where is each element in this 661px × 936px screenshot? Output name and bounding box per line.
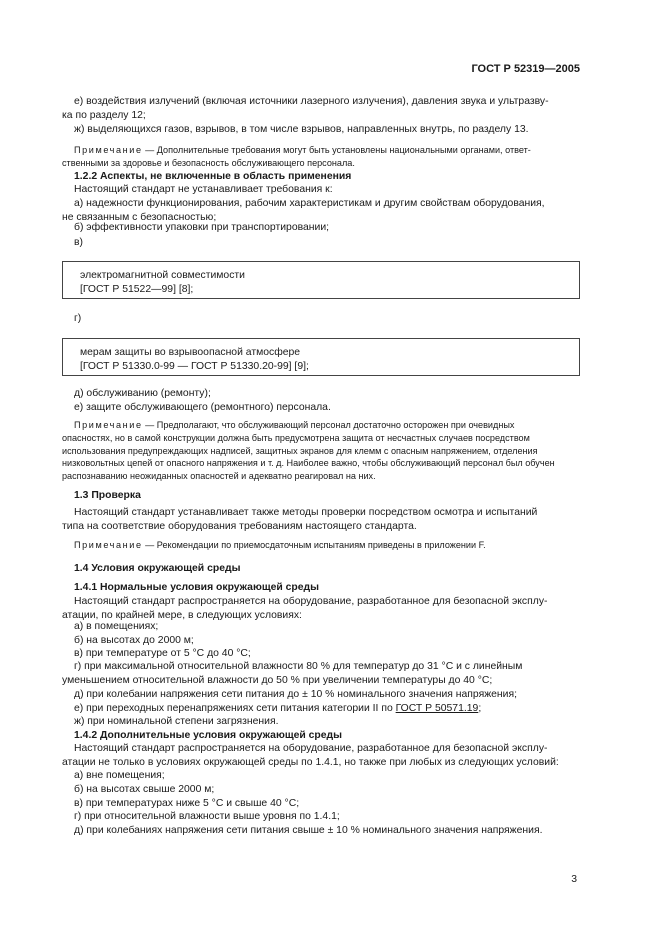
item-b: б) эффективности упаковки при транспортировании; [74,222,330,233]
section-1-4-2-title: 1.4.2 Дополнительные условия окружающей среды [74,730,343,741]
section-1-2-2-title: 1.2.2 Аспекты, не включенные в область применения [74,171,352,182]
cond-g-line1: г) при максимальной относительной влажности 80 % для температур до 31 °С и с линейным [74,661,523,672]
note-2-line5: распознаванию неожиданных опасностей и адекватно реагировал на них. [62,471,376,481]
cond-g-line2: уменьшением относительной влажности до 50 % при увеличении температуры до 40 °С; [62,675,493,686]
item-g: г) [74,313,82,324]
section-1-4-2-line2: атации не только в условиях окружающей среды по 1.4.1, но также при любых из следующих условий: [62,757,559,768]
deleted-text-box-1 [62,261,580,299]
gost-reference-link[interactable]: ГОСТ Р 50571.19 [395,703,479,714]
page-number: 3 [571,874,577,885]
cond-e-end: ; [478,703,482,714]
cond-zh: ж) при номинальной степени загрязнения. [74,716,279,727]
section-1-4-1-line1: Настоящий стандарт распространяется на оборудование, разработанное для безопасной эксплу- [74,596,548,607]
cond-e-text: е) при переходных перенапряжениях сети питания категории II по [74,703,396,714]
deleted-text-box-2 [62,338,580,376]
box-2-line1: мерам защиты во взрывоопасной атмосфере [80,347,301,358]
note-2-line4: низковольтных цепей от опасного напряжения и т. д. Наиболее важно, чтобы обслуживающий персонал был обучен [62,458,555,468]
item-e: е) защите обслуживающего (ремонтного) персонала. [74,402,331,413]
item-a-line1: а) надежности функционирования, рабочим характеристикам и другим свойствам оборудования, [74,198,545,209]
note-2-line1 [74,419,514,432]
cond-e [74,703,481,714]
add-cond-d: д) при колебаниях напряжения сети питания свыше ± 10 % номинального значения напряжения. [74,825,543,836]
section-1-3-title: 1.3 Проверка [74,490,141,501]
note-2-line3: использования предупреждающих надписей, защитных экранов для клемм с опасным напряжением, отделения [62,446,538,456]
note-2-line2: опасностях, но в самой конструкции должна быть предусмотрена защита от несчастных случаев посредством [62,433,530,443]
note-1-line1 [74,144,531,157]
note-text: — Дополнительные требования могут быть установлены национальными органами, ответ- [142,145,531,155]
item-e-line2: ка по разделу 12; [62,110,146,121]
note-3 [74,539,486,552]
document-header: ГОСТ Р 52319—2005 [471,63,580,75]
item-a-line2: не связанным с безопасностью; [62,212,217,223]
box-2-line2: [ГОСТ Р 51330.0-99 — ГОСТ Р 51330.20-99] [9]; [80,361,309,373]
add-cond-b: б) на высотах свыше 2000 м; [74,784,215,795]
note-label: Примечание [74,145,143,155]
section-1-4-1-line2: атации, по крайней мере, в следующих условиях: [62,610,302,621]
item-e-line1: е) воздействия излучений (включая источники лазерного излучения), давления звука и ультразву- [74,96,549,107]
section-1-3-line2: типа на соответствие оборудования требованиям настоящего стандарта. [62,521,417,532]
section-1-3-line1: Настоящий стандарт устанавливает также методы проверки посредством осмотра и испытаний [74,507,538,518]
note-text: — Рекомендации по приемосдаточным испытаниям приведены в приложении F. [142,540,486,550]
cond-b: б) на высотах до 2000 м; [74,635,194,646]
item-v: в) [74,237,83,248]
cond-a: а) в помещениях; [74,621,159,632]
add-cond-a: а) вне помещения; [74,770,165,781]
note-label: Примечание [74,540,143,550]
box-1-line2: [ГОСТ Р 51522—99] [8]; [80,284,194,296]
section-1-4-1-title: 1.4.1 Нормальные условия окружающей среды [74,582,320,593]
item-d: д) обслуживанию (ремонту); [74,388,211,399]
item-zh: ж) выделяющихся газов, взрывов, в том числе взрывов, направленных внутрь, по разделу 13. [74,124,529,135]
section-1-4-title: 1.4 Условия окружающей среды [74,563,241,574]
section-1-4-2-line1: Настоящий стандарт распространяется на оборудование, разработанное для безопасной эксплу- [74,743,548,754]
cond-d: д) при колебании напряжения сети питания до ± 10 % номинального значения напряжения; [74,689,517,700]
note-1-line2: ственными за здоровье и безопасность обслуживающего персонала. [62,158,355,168]
box-2-text [80,346,309,374]
cond-v: в) при температуре от 5 °С до 40 °С; [74,648,251,659]
note-text: — Предполагают, что обслуживающий персонал достаточно осторожен при очевидных [142,420,515,430]
box-1-line1: электромагнитной совместимости [80,270,245,281]
section-1-2-2-intro: Настоящий стандарт не устанавливает требования к: [74,184,333,195]
add-cond-v: в) при температурах ниже 5 °С и свыше 40 °С; [74,798,300,809]
add-cond-g: г) при относительной влажности выше уровня по 1.4.1; [74,811,340,822]
box-1-text [80,269,245,297]
note-label: Примечание [74,420,143,430]
